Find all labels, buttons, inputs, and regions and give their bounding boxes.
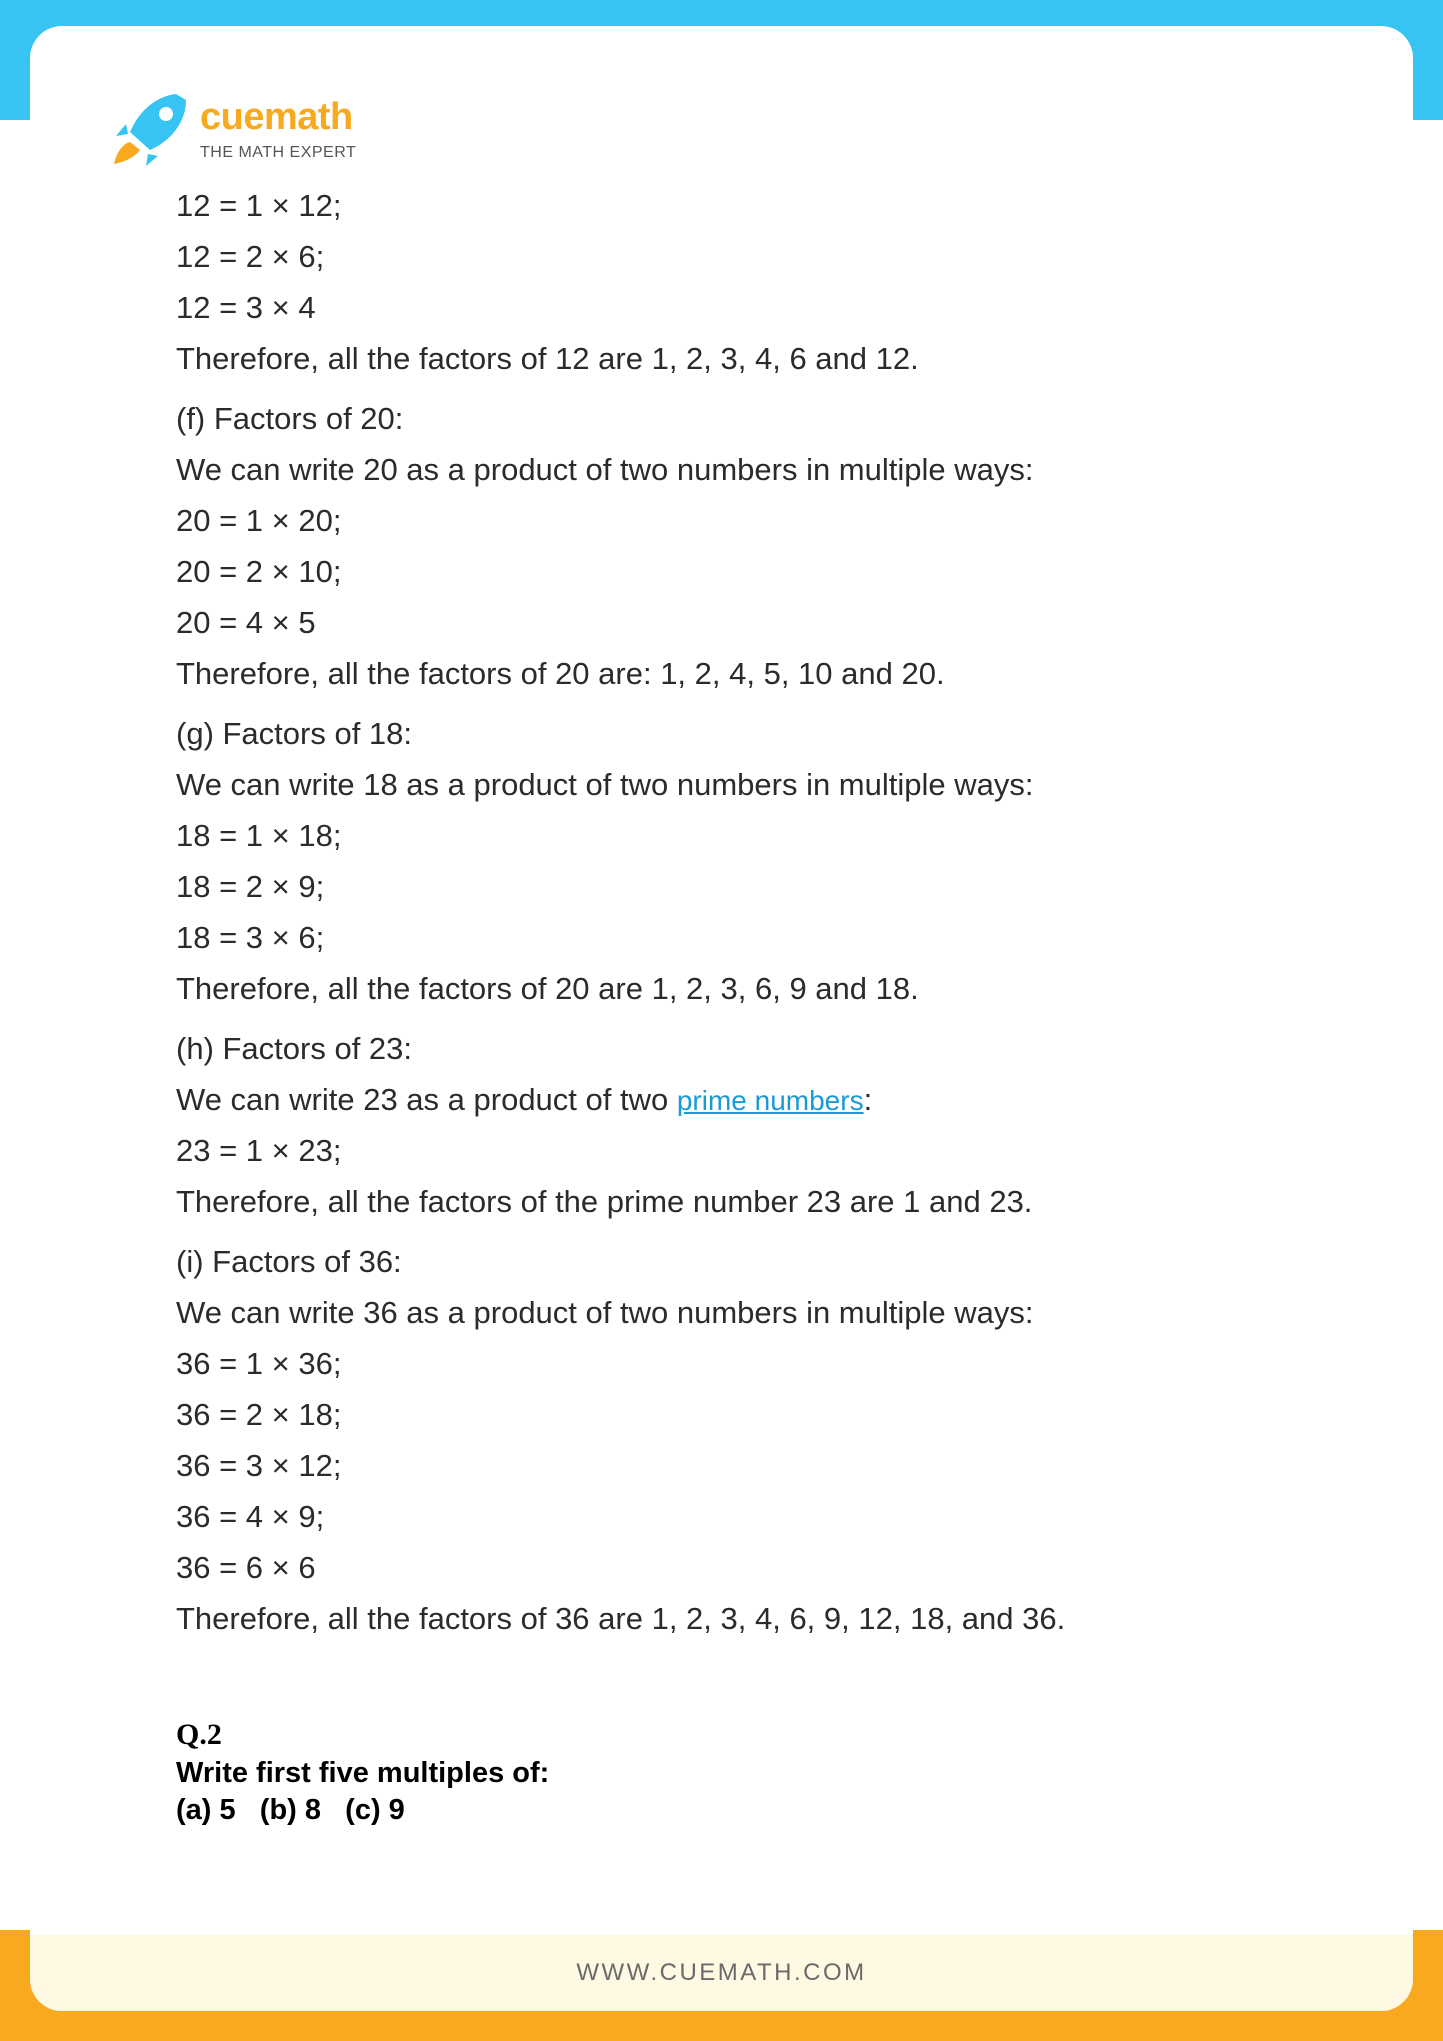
intro-text: We can write 23 as a product of two [176,1082,677,1117]
logo-wordmark: cuemath [200,96,353,138]
equation-line: 36 = 3 × 12; [176,1448,342,1483]
equation-line: 36 = 2 × 18; [176,1397,342,1432]
equation-line: 36 = 6 × 6 [176,1550,316,1585]
equation-line: 36 = 4 × 9; [176,1499,325,1534]
equation-line: 12 = 2 × 6; [176,239,325,274]
equation-line: 12 = 1 × 12; [176,188,342,223]
conclusion-line: Therefore, all the factors of the prime number 23 are 1 and 23. [176,1184,1033,1219]
solution-content [176,180,1296,1644]
intro-line [176,1074,1296,1125]
section-heading-h: (h) Factors of 23: [176,1031,413,1066]
equation-line: 20 = 2 × 10; [176,554,342,589]
conclusion-line: Therefore, all the factors of 20 are: 1, 2, 4, 5, 10 and 20. [176,656,945,691]
conclusion-line: Therefore, all the factors of 12 are 1, 2, 3, 4, 6 and 12. [176,341,919,376]
conclusion-line: Therefore, all the factors of 36 are 1, 2, 3, 4, 6, 9, 12, 18, and 36. [176,1601,1066,1636]
footer [30,1935,1413,2011]
intro-line: We can write 18 as a product of two numbers in multiple ways: [176,767,1034,802]
equation-line: 18 = 1 × 18; [176,818,342,853]
equation-line: 36 = 1 × 36; [176,1346,342,1381]
question-block [176,1715,549,1829]
intro-colon: : [863,1082,873,1117]
logo-tagline: THE MATH EXPERT [200,144,357,161]
equation-line: 23 = 1 × 23; [176,1133,342,1168]
equation-line: 18 = 2 × 9; [176,869,325,904]
section-heading-f: (f) Factors of 20: [176,401,404,436]
section-heading-i: (i) Factors of 36: [176,1244,402,1279]
question-options: (a) 5 (b) 8 (c) 9 [176,1794,405,1826]
conclusion-line: Therefore, all the factors of 20 are 1, 2, 3, 6, 9 and 18. [176,971,919,1006]
section-heading-g: (g) Factors of 18: [176,716,413,751]
rocket-icon [110,92,188,172]
equation-line: 20 = 4 × 5 [176,605,316,640]
cuemath-logo[interactable] [110,92,370,172]
equation-line: 20 = 1 × 20; [176,503,342,538]
question-number: Q.2 [176,1718,222,1751]
equation-line: 12 = 3 × 4 [176,290,316,325]
intro-line: We can write 36 as a product of two numbers in multiple ways: [176,1295,1034,1330]
intro-line: We can write 20 as a product of two numbers in multiple ways: [176,452,1034,487]
equation-line: 18 = 3 × 6; [176,920,325,955]
footer-url[interactable]: WWW.CUEMATH.COM [576,1959,867,1986]
question-text: Write first five multiples of: [176,1757,550,1789]
prime-numbers-link[interactable]: prime numbers [676,1085,864,1116]
